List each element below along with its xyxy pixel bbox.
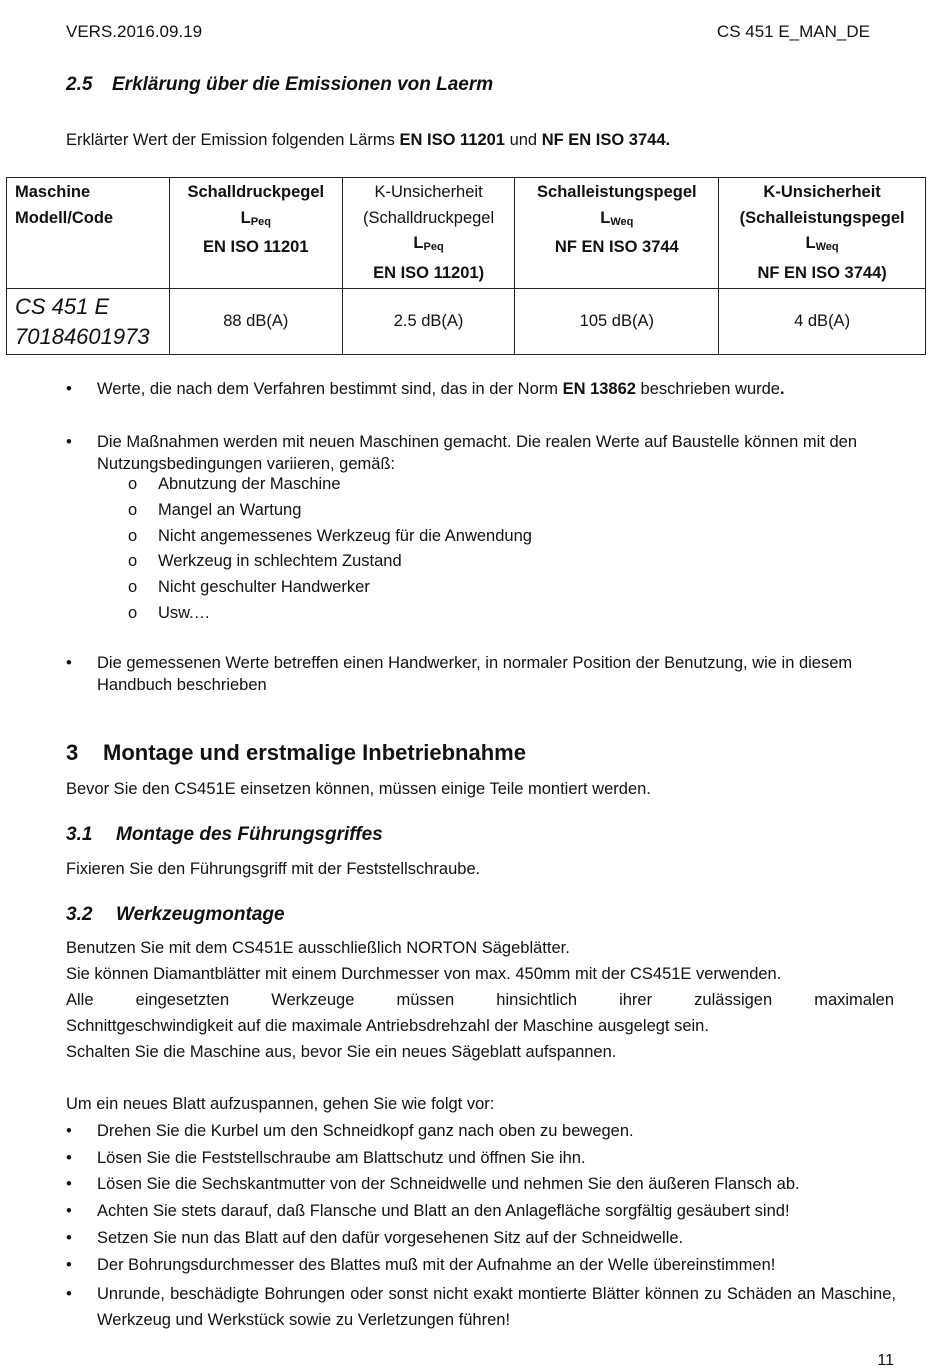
header-c3-standard: NF EN ISO 3744 (554, 238, 679, 256)
condition-text: Usw.… (158, 603, 211, 622)
symbol-sub: Weq (815, 241, 839, 253)
list-item (66, 1147, 896, 1169)
symbol-l: L (240, 208, 251, 227)
header-c4-symbol (723, 231, 921, 261)
section-2-5-heading (66, 74, 493, 96)
header-c4-standard: NF EN ISO 3744) (757, 263, 887, 282)
section-number: 3.2 (66, 904, 93, 925)
header-k-uncertainty-pressure (342, 178, 515, 289)
step-text: Drehen Sie die Kurbel um den Schneidkopf ganz nach oben zu bewegen. (97, 1122, 634, 1140)
bullet-icon: • (66, 1229, 72, 1247)
standard-iso-11201: EN ISO 11201 (399, 131, 505, 149)
cell-model (7, 289, 170, 355)
header-c2-symbol (347, 231, 511, 261)
circle-bullet-icon: o (128, 578, 138, 597)
header-machine-line1: Maschine (15, 183, 91, 201)
section-3-1-text: Fixieren Sie den Führungsgriff mit der Feststellschraube. (66, 860, 481, 878)
header-c1-title: Schalldruckpegel (187, 183, 325, 201)
note-text: Die Maßnahmen werden mit neuen Maschinen gemacht. Die realen Werte auf Baustelle können mit den Nutzungsbedingungen variieren, gemäß: (97, 433, 858, 473)
condition-text: Nicht geschulter Handwerker (158, 578, 370, 597)
paragraph-line: Schnittgeschwindigkeit auf die maximale Antriebsdrehzahl der Maschine ausgelegt sein. (66, 1017, 709, 1035)
header-machine (7, 178, 170, 289)
bullet-icon: • (66, 1122, 72, 1140)
list-item (66, 1173, 896, 1195)
section-number: 3.1 (66, 824, 93, 845)
intro-text: Erklärter Wert der Emission folgenden Lärms (66, 131, 400, 149)
symbol-l: L (600, 208, 611, 227)
header-sound-pressure (169, 178, 342, 289)
note-text: Die gemessenen Werte betreffen einen Handwerker, in normaler Position der Benutzung, wie in diesem Handbuch beschrieben (97, 654, 853, 694)
section-title: Erklärung über die Emissionen von Laerm (112, 74, 494, 95)
bullet-icon: • (66, 1285, 72, 1303)
note-period: . (779, 380, 785, 398)
cell-sound-pressure: 88 dB(A) (169, 289, 342, 355)
condition-text: Nicht angemessenes Werkzeug für die Anwendung (158, 526, 532, 545)
standard-iso-3744: NF EN ISO 3744. (541, 131, 671, 149)
list-item (66, 1200, 896, 1222)
circle-bullet-icon: o (128, 475, 138, 493)
bullet-icon: • (66, 380, 72, 398)
circle-bullet-icon: o (128, 552, 138, 571)
steps-intro: Um ein neues Blatt aufzuspannen, gehen Sie wie folgt vor: (66, 1095, 495, 1113)
step-text: Lösen Sie die Feststellschraube am Blattschutz und öffnen Sie ihn. (97, 1149, 586, 1167)
header-c1-standard: EN ISO 11201 (203, 238, 309, 256)
section-title: Montage des Führungsgriffes (116, 824, 383, 845)
step-text: Achten Sie stets darauf, daß Flansche und Blatt an den Anlagefläche sorgfältig gesäubert sind! (97, 1202, 790, 1220)
symbol-sub: Peq (423, 241, 444, 253)
list-item (66, 1120, 896, 1142)
table-row (7, 289, 926, 355)
cell-k-pressure: 2.5 dB(A) (342, 289, 515, 355)
header-c4-title: K-Unsicherheit (763, 183, 881, 201)
emission-intro (66, 127, 670, 153)
header-c2-title: K-Unsicherheit (374, 183, 483, 201)
list-item (128, 524, 532, 550)
note-text-end: beschrieben wurde (635, 380, 780, 398)
step-text: Der Bohrungsdurchmesser des Blattes muß mit der Aufnahme an der Welle übereinstimmen! (97, 1256, 776, 1274)
list-item (128, 472, 532, 498)
header-sound-power (515, 178, 719, 289)
list-item (66, 431, 896, 475)
header-c3-symbol (519, 206, 714, 236)
list-item (66, 652, 896, 696)
list-item (128, 575, 532, 601)
header-c3-title: Schalleistungspegel (537, 183, 697, 201)
document-code: CS 451 E_MAN_DE (716, 22, 870, 41)
circle-bullet-icon: o (128, 526, 138, 545)
model-code: 70184601973 (15, 323, 150, 349)
circle-bullet-icon: o (128, 500, 138, 519)
bullet-icon: • (66, 1175, 72, 1193)
section-title: Montage und erstmalige Inbetriebnahme (103, 740, 526, 765)
header-k-uncertainty-power (719, 178, 926, 289)
page-number: 11 (877, 1352, 894, 1369)
step-text: Lösen Sie die Sechskantmutter von der Schneidwelle und nehmen Sie den äußeren Flansch ab. (97, 1175, 800, 1193)
paragraph-line: Benutzen Sie mit dem CS451E ausschließlich NORTON Sägeblätter. (66, 939, 570, 957)
bullet-icon: • (66, 1256, 72, 1274)
list-item (128, 601, 532, 627)
table-header-row (7, 178, 926, 289)
circle-bullet-icon: o (128, 603, 138, 622)
symbol-l: L (805, 234, 816, 252)
condition-text: Mangel an Wartung (158, 500, 302, 519)
cell-sound-power: 105 dB(A) (515, 289, 719, 355)
symbol-l: L (413, 234, 424, 252)
section-3-2-heading (66, 904, 285, 926)
list-item (66, 378, 896, 400)
condition-text: Abnutzung der Maschine (158, 475, 341, 493)
intro-conjunction: und (505, 131, 542, 149)
section-number: 3 (66, 740, 79, 765)
header-c4-sub: (Schalleistungspegel (739, 208, 905, 227)
header-machine-line2: Modell/Code (15, 208, 114, 227)
paragraph-line: Schalten Sie die Maschine aus, bevor Sie ein neues Sägeblatt aufspannen. (66, 1043, 617, 1061)
list-item (128, 549, 532, 575)
list-item (66, 1254, 896, 1276)
symbol-sub: Peq (250, 215, 271, 228)
section-3-heading (66, 740, 526, 766)
cell-k-power: 4 dB(A) (719, 289, 926, 355)
emission-table (6, 177, 926, 355)
standard-en-13862: EN 13862 (562, 380, 636, 398)
bullet-icon: • (66, 433, 72, 451)
section-number: 2.5 (66, 74, 93, 95)
header-c2-standard: EN ISO 11201) (373, 263, 485, 282)
list-item (128, 498, 532, 524)
header-c2-sub: (Schalldruckpegel (362, 208, 495, 227)
step-text: Setzen Sie nun das Blatt auf den dafür vorgesehenen Sitz auf der Schneidwelle. (97, 1229, 684, 1247)
paragraph-line: Sie können Diamantblätter mit einem Durchmesser von max. 450mm mit der CS451E verwenden. (66, 965, 782, 983)
section-title: Werkzeugmontage (116, 904, 285, 925)
note-text: Werte, die nach dem Verfahren bestimmt sind, das in der Norm (97, 380, 563, 398)
list-item (66, 1227, 896, 1249)
condition-text: Werkzeug in schlechtem Zustand (158, 552, 402, 571)
model-name: CS 451 E (15, 293, 110, 319)
symbol-sub: Weq (610, 215, 634, 228)
bullet-icon: • (66, 1149, 72, 1167)
list-item (66, 1281, 896, 1333)
section-3-intro: Bevor Sie den CS451E einsetzen können, müssen einige Teile montiert werden. (66, 780, 651, 798)
bullet-icon: • (66, 1202, 72, 1220)
paragraph-line: Alle eingesetzten Werkzeuge müssen hinsichtlich ihrer zulässigen maximalen (66, 991, 894, 1009)
header-c1-symbol (174, 206, 338, 236)
bullet-icon: • (66, 654, 72, 672)
conditions-list (128, 472, 532, 627)
step-text: Unrunde, beschädigte Bohrungen oder sonst nicht exakt montierte Blätter können zu Schäden an Maschine, Werkzeug und Werkstück sowie zu Verletzungen führen! (97, 1285, 896, 1329)
document-version: VERS.2016.09.19 (66, 22, 203, 41)
section-3-1-heading (66, 824, 383, 846)
